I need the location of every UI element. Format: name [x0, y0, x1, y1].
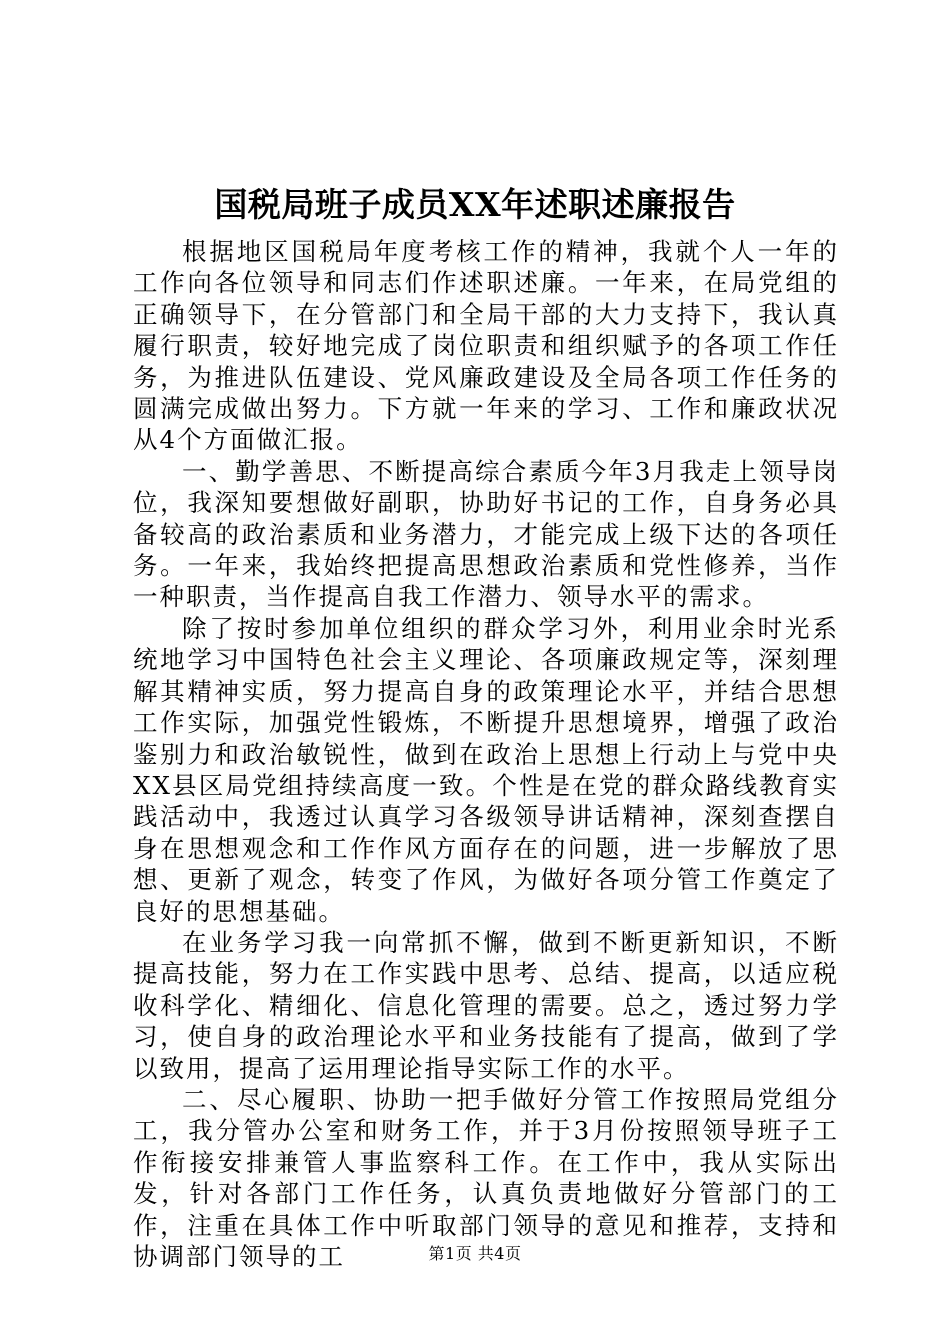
document-title: 国税局班子成员XX年述职述廉报告 [214, 185, 736, 224]
paragraph-section-one: 一、勤学善思、不断提高综合素质今年3月我走上领导岗位，我深知要想做好副职，协助好书记的工作，自身务必具备较高的政治素质和业务潜力，才能完成上级下达的各项任务。一年来，我始终把提高思想政治素质和党性修养，当作一种职责，当作提高自我工作潜力、领导水平的需求。 [133, 456, 839, 612]
document-body [133, 236, 839, 1272]
paragraph-theory-study: 除了按时参加单位组织的群众学习外，利用业余时光系统地学习中国特色社会主义理论、各项廉政规定等，深刻理解其精神实质，努力提高自身的政策理论水平，并结合思想工作实际，加强党性锻炼，不断提升思想境界，增强了政治鉴别力和政治敏锐性，做到在政治上思想上行动上与党中央XX县区局党组持续高度一致。个性是在党的群众路线教育实践活动中，我透过认真学习各级领导讲话精神，深刻查摆自身在思想观念和工作作风方面存在的问题，进一步解放了思想、更新了观念，转变了作风，为做好各项分管工作奠定了良好的思想基础。 [133, 613, 839, 926]
paragraph-intro: 根据地区国税局年度考核工作的精神，我就个人一年的工作向各位领导和同志们作述职述廉。一年来，在局党组的正确领导下，在分管部门和全局干部的大力支持下，我认真履行职责，较好地完成了岗位职责和组织赋予的各项工作任务，为推进队伍建设、党风廉政建设及全局各项工作任务的圆满完成做出努力。下方就一年来的学习、工作和廉政状况从4个方面做汇报。 [133, 237, 839, 455]
paragraph-business-study: 在业务学习我一向常抓不懈，做到不断更新知识，不断提高技能，努力在工作实践中思考、总结、提高，以适应税收科学化、精细化、信息化管理的需要。总之，透过努力学习，使自身的政治理论水平和业务技能有了提高，做到了学以致用，提高了运用理论指导实际工作的水平。 [133, 927, 839, 1083]
paragraph-section-two: 二、尽心履职、协助一把手做好分管工作按照局党组分工，我分管办公室和财务工作，并于3月份按照领导班子工作衔接安排兼管人事监察科工作。在工作中，我从实际出发，针对各部门工作任务，认真负责地做好分管部门的工作，注重在具体工作中听取部门领导的意见和推荐，支持和协调部门领导的工 [133, 1084, 839, 1271]
page-footer: 第1页 共4页 [428, 1244, 522, 1263]
